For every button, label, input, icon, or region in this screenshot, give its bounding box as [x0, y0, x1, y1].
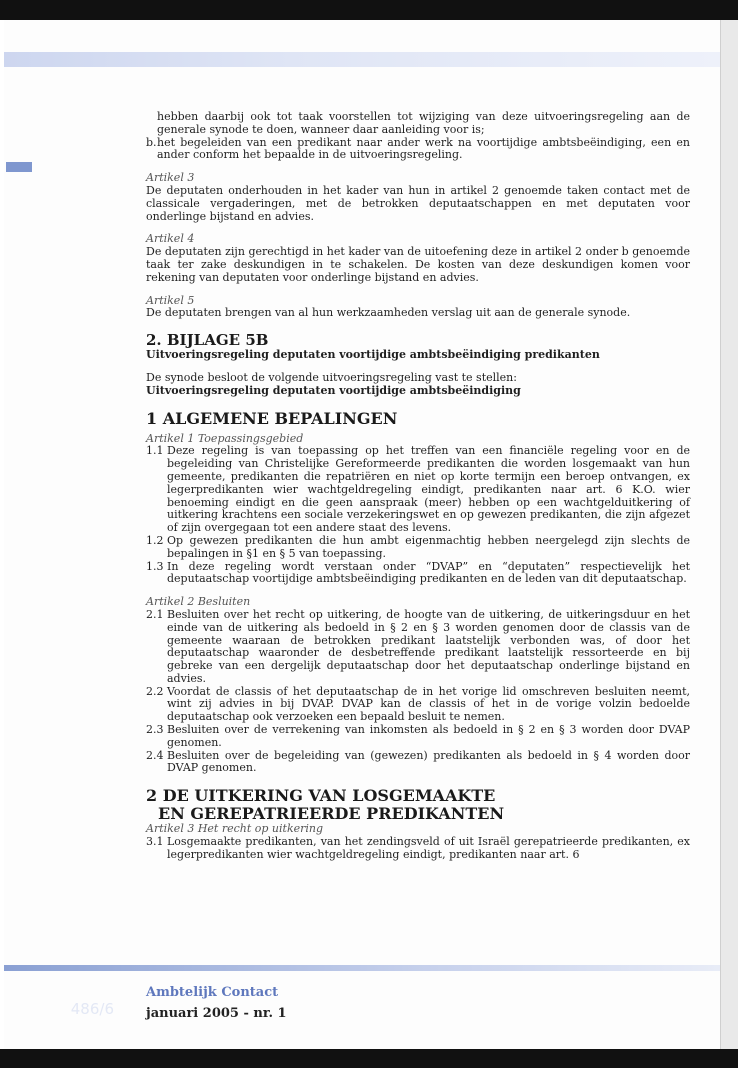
clause-text: Besluiten over de verrekening van inkomsten als bedoeld in § 2 en § 3 worden door DVAP genomen.	[167, 723, 690, 749]
footer-color-band	[4, 965, 720, 971]
clause-number: 1.3	[146, 559, 164, 573]
clause-2-4	[146, 750, 690, 776]
clause-2-2	[146, 686, 690, 724]
artikel-5-text: De deputaten brengen van al hun werkzaamheden verslag uit aan de generale synode.	[146, 306, 631, 320]
clause-text: Besluiten over de begeleiding van (gewezen) predikanten als bedoeld in § 4 worden door DVAP genomen.	[167, 748, 690, 775]
list-item-b	[146, 137, 690, 163]
clause-1-1	[146, 445, 690, 535]
header-color-band	[4, 52, 720, 67]
clause-number: 2.1	[146, 607, 164, 621]
artikel-3-text: De deputaten onderhouden in het kader van hun in artikel 2 genoemde taken contact met de classicale vergaderingen, met de betrokken deputaatschappen en met deputaten voor onderlinge bijstand en advies.	[146, 183, 690, 223]
scan-bottom-border	[0, 1049, 738, 1068]
clause-number: 2.3	[146, 723, 164, 737]
clause-number: 1.2	[146, 533, 164, 547]
intro-continued-text: hebben daarbij ook tot taak voorstellen tot wijziging van deze uitvoeringsregeling aan de generale synode te doen, wanneer daar aanleiding voor is;	[157, 110, 690, 136]
artikel-2-label: Artikel 2 Besluiten	[146, 595, 251, 609]
publication-issue: januari 2005 - nr. 1	[146, 1006, 287, 1021]
artikel-3-recht-label: Artikel 3 Het recht op uitkering	[146, 822, 324, 836]
document-body	[146, 111, 690, 862]
list-item-label: b.	[146, 135, 157, 149]
clause-text: Op gewezen predikanten die hun ambt eigenmachtig hebben neergelegd zijn slechts de bepalingen in §1 en § 5 van toepassing.	[167, 533, 690, 560]
clause-text: Losgemaakte predikanten, van het zendingsveld of uit Israël gerepatrieerde predikanten, ex legerpredikanten wier wachtgeldregeling eindigt, predikanten naar art. 6	[167, 835, 690, 861]
bijlage-title: 2. BIJLAGE 5B	[146, 331, 269, 350]
clause-2-1	[146, 609, 690, 686]
publication-title: Ambtelijk Contact	[146, 985, 279, 1000]
clause-1-2	[146, 535, 690, 561]
section-1-title: 1 ALGEMENE BEPALINGEN	[146, 408, 398, 428]
artikel-3-label: Artikel 3	[146, 171, 195, 185]
bijlage-subtitle: Uitvoeringsregeling deputaten voortijdige ambtsbeëindiging predikanten	[146, 348, 600, 362]
clause-text: Besluiten over het recht op uitkering, de hoogte van de uitkering, de uitkeringsduur en het einde van de uitkering als bedoeld in § 2 en § 3 worden genomen door de classis van de gemeente waaraan de betrokken predikant laatstelijk verbonden was, of door het deputaatschap waaronder de desbetreffende predikant laatstelijk ressorteerde en bij gebreke van een dergelijk deputaatschap door het deputaatschap onderlinge bijstand en advies.	[167, 607, 690, 685]
clause-number: 1.1	[146, 444, 164, 458]
scan-top-border	[0, 0, 738, 20]
scan-right-edge	[720, 20, 738, 1049]
artikel-4-text: De deputaten zijn gerechtigd in het kader van de uitoefening deze in artikel 2 onder b genoemde taak ter zake deskundigen in te schakelen. De kosten van deze deskundigen komen voor rekening van deputaten voor onderlinge bijstand en advies.	[146, 245, 690, 284]
clause-1-3	[146, 561, 690, 587]
artikel-5-label: Artikel 5	[146, 293, 195, 307]
clause-number: 2.4	[146, 748, 164, 762]
synode-decision: De synode besloot de volgende uitvoeringsregeling vast te stellen:	[146, 370, 517, 384]
clause-number: 2.2	[146, 684, 164, 698]
list-item-text: het begeleiden van een predikant naar ander werk na voortijdige ambtsbeëindiging, een en ander conform het bepaalde in de uitvoeringsregeling.	[157, 135, 690, 162]
clause-text: Deze regeling is van toepassing op het treffen van een financiële regeling voor en de begeleiding van Christelijke Gereformeerde predikanten die worden losgemaakt van hun gemeente, predikanten die repatriëren en niet op korte termijn een beroep ontvangen, ex legerpredikanten wier wachtgeldregeling eindigt, predikanten naar art. 6 K.O. wier benoeming eindigt en die geen aanspraak (meer) hebben op een wachtgelduitkering of uitkering krachtens een sociale verzekeringswet en op gewezen predikanten, die zijn afgezet of zijn overgegaan tot een andere staat des levens.	[167, 444, 690, 535]
artikel-4-label: Artikel 4	[146, 232, 195, 246]
artikel-1-label: Artikel 1 Toepassingsgebied	[146, 431, 304, 445]
clause-3-1	[146, 836, 690, 862]
clause-text: Voordat de classis of het deputaatschap de in het vorige lid omschreven besluiten neemt, wint zij advies in bij DVAP. DVAP kan de classis of het in de vorige volzin bedoelde deputaatschap ook verzoeken een bepaald besluit te nemen.	[167, 684, 690, 724]
regeling-title: Uitvoeringsregeling deputaten voortijdige ambtsbeëindiging	[146, 383, 521, 397]
clause-text: In deze regeling wordt verstaan onder “DVAP” en “deputaten” respectievelijk het deputaatschap voortijdige ambtsbeëindiging predikanten en de leden van dit deputaatschap.	[167, 559, 690, 586]
section-2-title-line-1: 2 DE UITKERING VAN LOSGEMAAKTE	[146, 786, 496, 806]
page-number: 486/6	[70, 1000, 114, 1018]
section-2-title-line-2: EN GEREPATRIEERDE PREDIKANTEN	[158, 804, 505, 824]
clause-number: 3.1	[146, 835, 164, 849]
side-margin-marker	[6, 162, 32, 172]
clause-2-3	[146, 724, 690, 750]
